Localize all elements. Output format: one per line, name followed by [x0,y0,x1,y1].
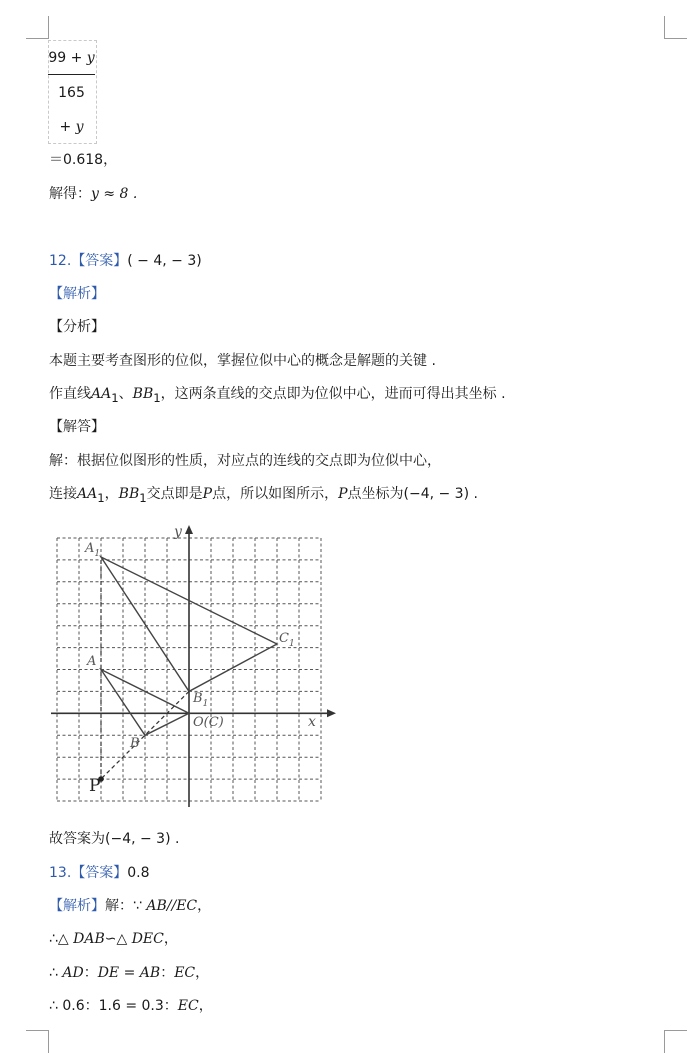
label-b1: $B_1$ [193,691,209,709]
ratio-line: ∴ AD：DE = AB：EC， [49,965,210,981]
fraction-denominator-1: 165 [58,85,85,101]
q13-analysis-line: 【解析】解：∵ AB//EC， [49,898,212,914]
jieda-heading: 【解答】 [49,419,105,435]
corner-mark-bottom-left [26,1030,49,1053]
corner-mark-top-left [26,16,49,39]
label-origin: O(C) [193,715,224,730]
label-a1: $A_1$ [85,541,101,559]
label-a: A [87,654,97,669]
fenxi-heading: 【分析】 [49,319,105,335]
similarity-line: ∴△ DAB∽△ DEC， [49,931,178,947]
label-b: B [130,736,140,751]
fraction-bar [48,74,95,75]
solution-paragraph-2: 连接$AA_1$，$BB_1$交点即是P点，所以如图所示，P点坐标为(−4, − 3) . [49,486,478,505]
q13-answer-line: 13.【答案】0.8 [49,865,150,881]
label-axis-y: y [174,524,182,540]
fraction-denominator-2: + y [59,119,84,135]
analysis-tag: 【解析】 [49,286,105,302]
q12-final-answer: 故答案为(−4, − 3) . [49,831,180,847]
solve-line: 解得：y ≈ 8 . [49,186,138,202]
corner-mark-bottom-right [664,1030,687,1053]
solution-paragraph-1: 解：根据位似图形的性质，对应点的连线的交点即为位似中心， [49,453,441,469]
equation-line: ＝0.618， [49,152,118,168]
label-c1: $C_1$ [279,631,295,649]
label-axis-x: x [308,714,316,730]
numeric-ratio-line: ∴ 0.6：1.6 = 0.3：EC， [49,998,213,1014]
analysis-paragraph-2: 作直线$AA_1$、$BB_1$，这两条直线的交点即为位似中心，进而可得出其坐标 . [49,386,506,405]
corner-mark-top-right [664,16,687,39]
analysis-paragraph-1: 本题主要考查图形的位似，掌握位似中心的概念是解题的关键 . [49,353,436,369]
q12-answer-line: 12.【答案】( − 4, − 3) [49,253,202,269]
homothety-figure [44,520,344,810]
label-p: P [89,776,101,796]
fraction-numerator: 99 + y [48,50,95,66]
